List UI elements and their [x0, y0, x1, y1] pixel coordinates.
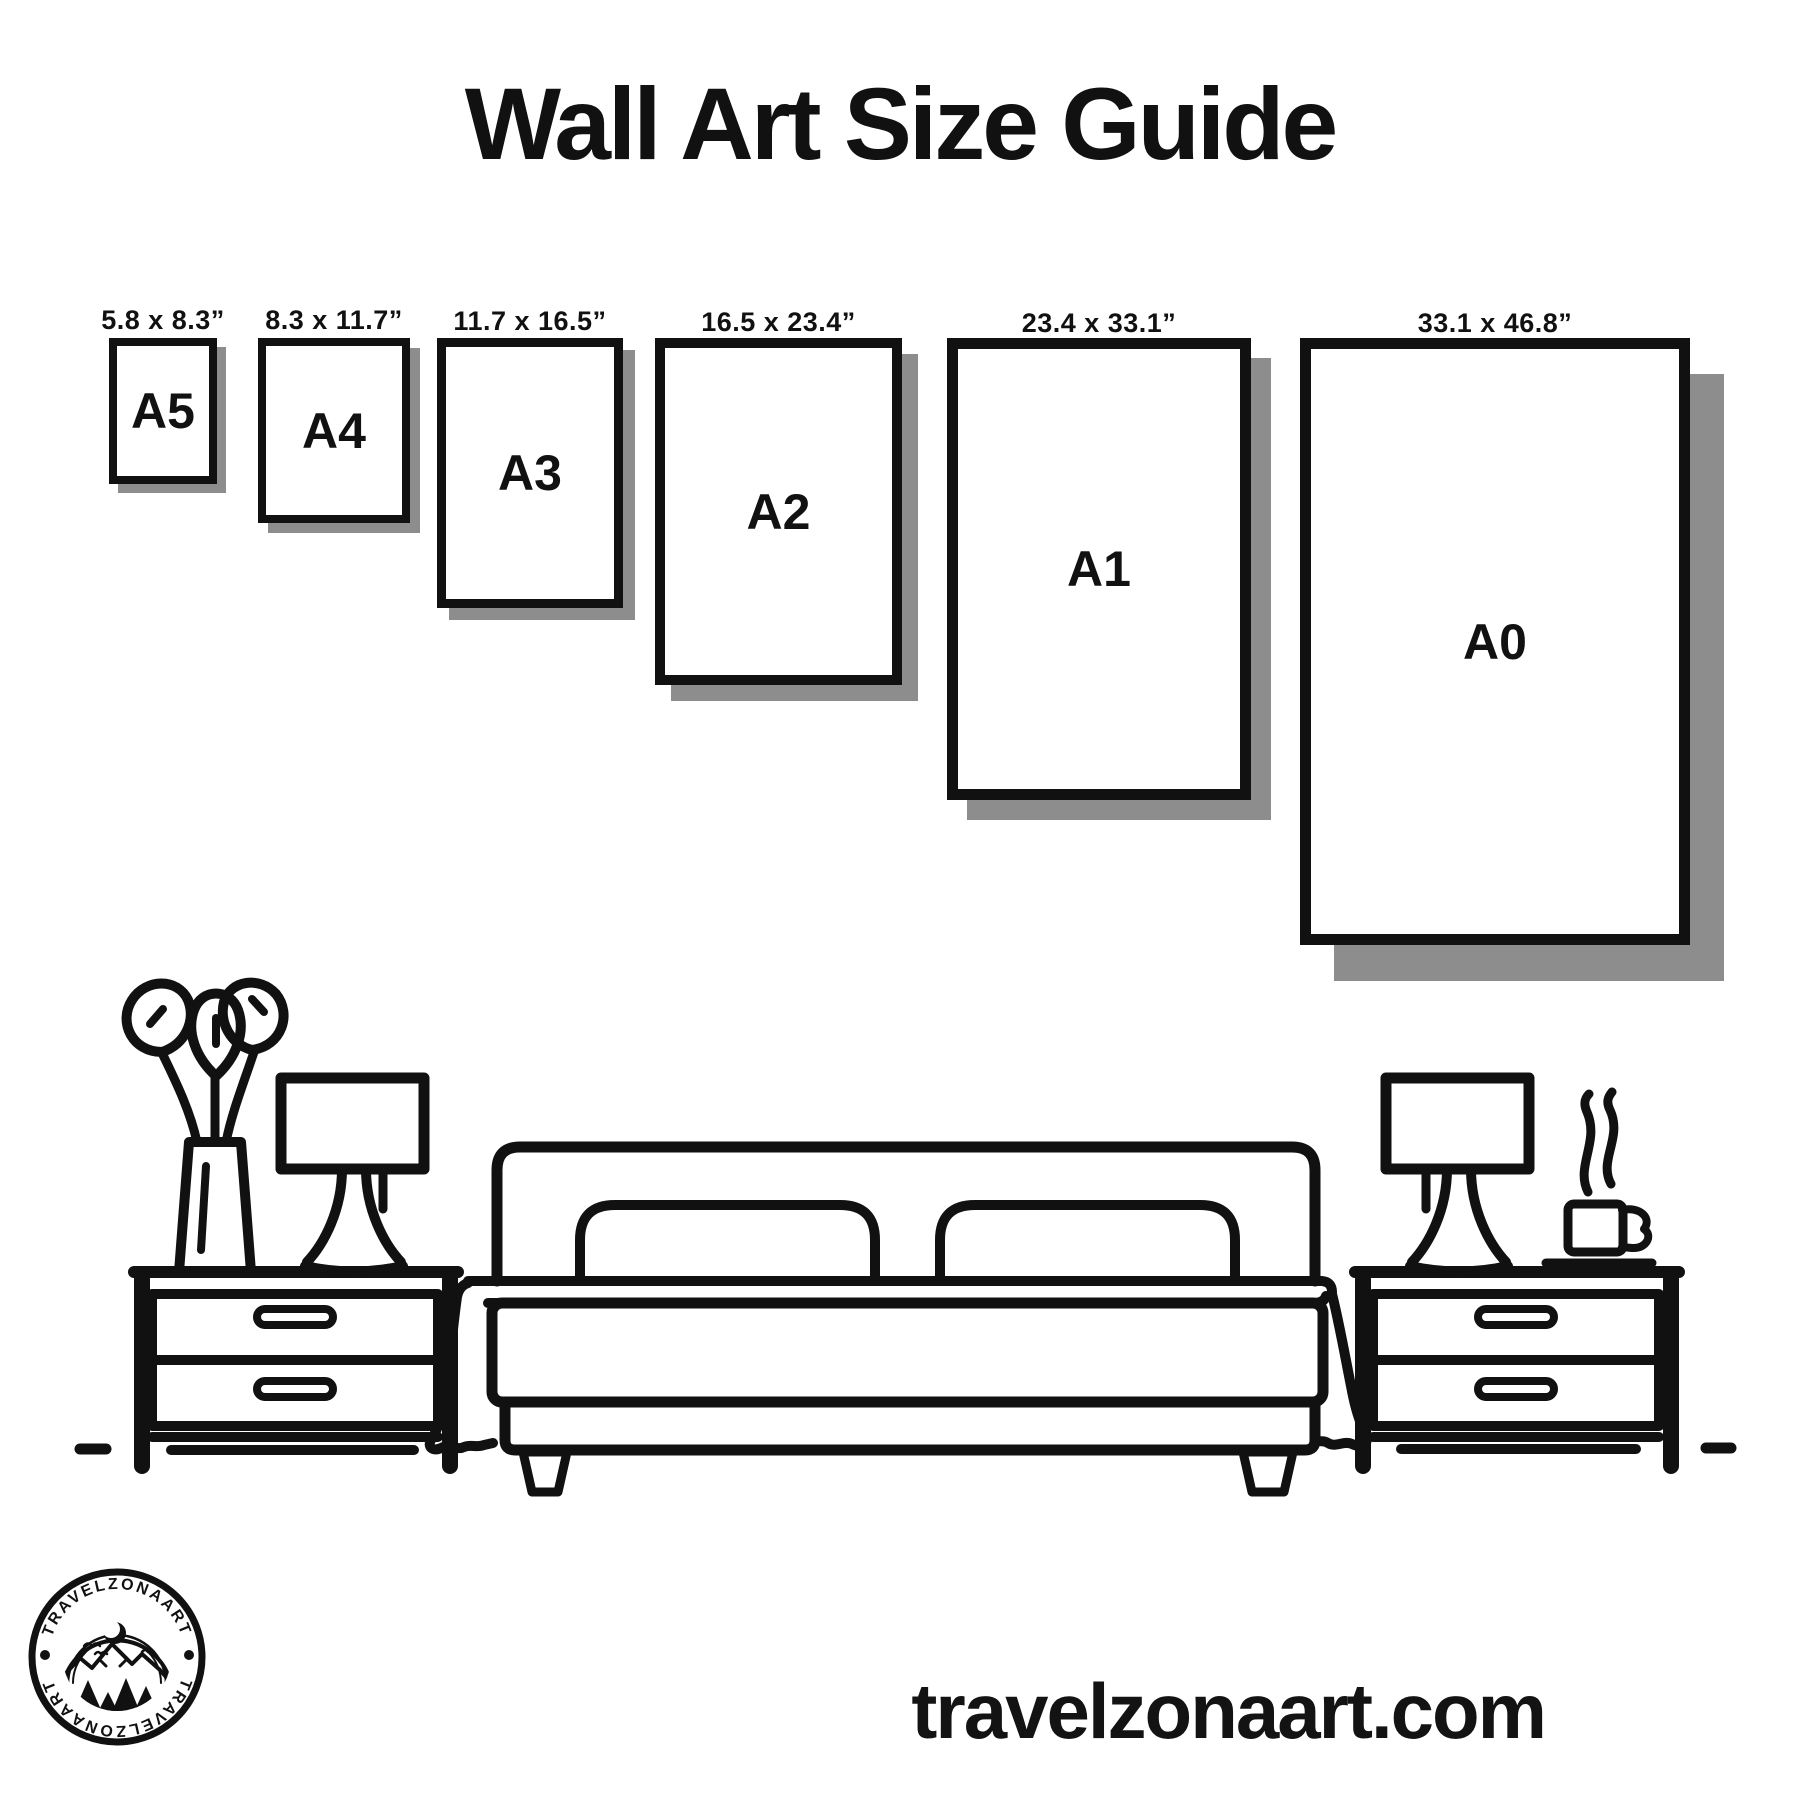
frame-a2-dimensions: 16.5 x 23.4”: [701, 307, 856, 337]
frame-a4-dimensions: 8.3 x 11.7”: [265, 305, 403, 335]
frame-a1-label: A1: [1067, 541, 1131, 597]
logo-brand-top: TRAVELZONAART: [39, 1575, 195, 1639]
frame-a3-dimensions: 11.7 x 16.5”: [453, 306, 607, 336]
frame-a3-label: A3: [498, 445, 562, 501]
frame-a4-label: A4: [302, 402, 366, 459]
frame-a2-label: A2: [746, 483, 811, 540]
frame-a0-label: A0: [1463, 613, 1527, 670]
logo-ring: [32, 1572, 202, 1742]
page-title: Wall Art Size Guide: [464, 67, 1336, 181]
logo-dot: [184, 1650, 194, 1660]
pine-trees-icon: [60, 1678, 176, 1712]
logo-brand-bottom: TRAVELZONAART: [39, 1676, 195, 1740]
frame-a5-label: A5: [131, 383, 195, 439]
frame-a5-dimensions: 5.8 x 8.3”: [101, 305, 225, 335]
frame-a1-dimensions: 23.4 x 33.1”: [1021, 308, 1177, 338]
frame-a0-dimensions: 33.1 x 46.8”: [1417, 308, 1573, 338]
logo-dot: [40, 1650, 50, 1660]
website-url: travelzonaart.com: [911, 1667, 1545, 1755]
